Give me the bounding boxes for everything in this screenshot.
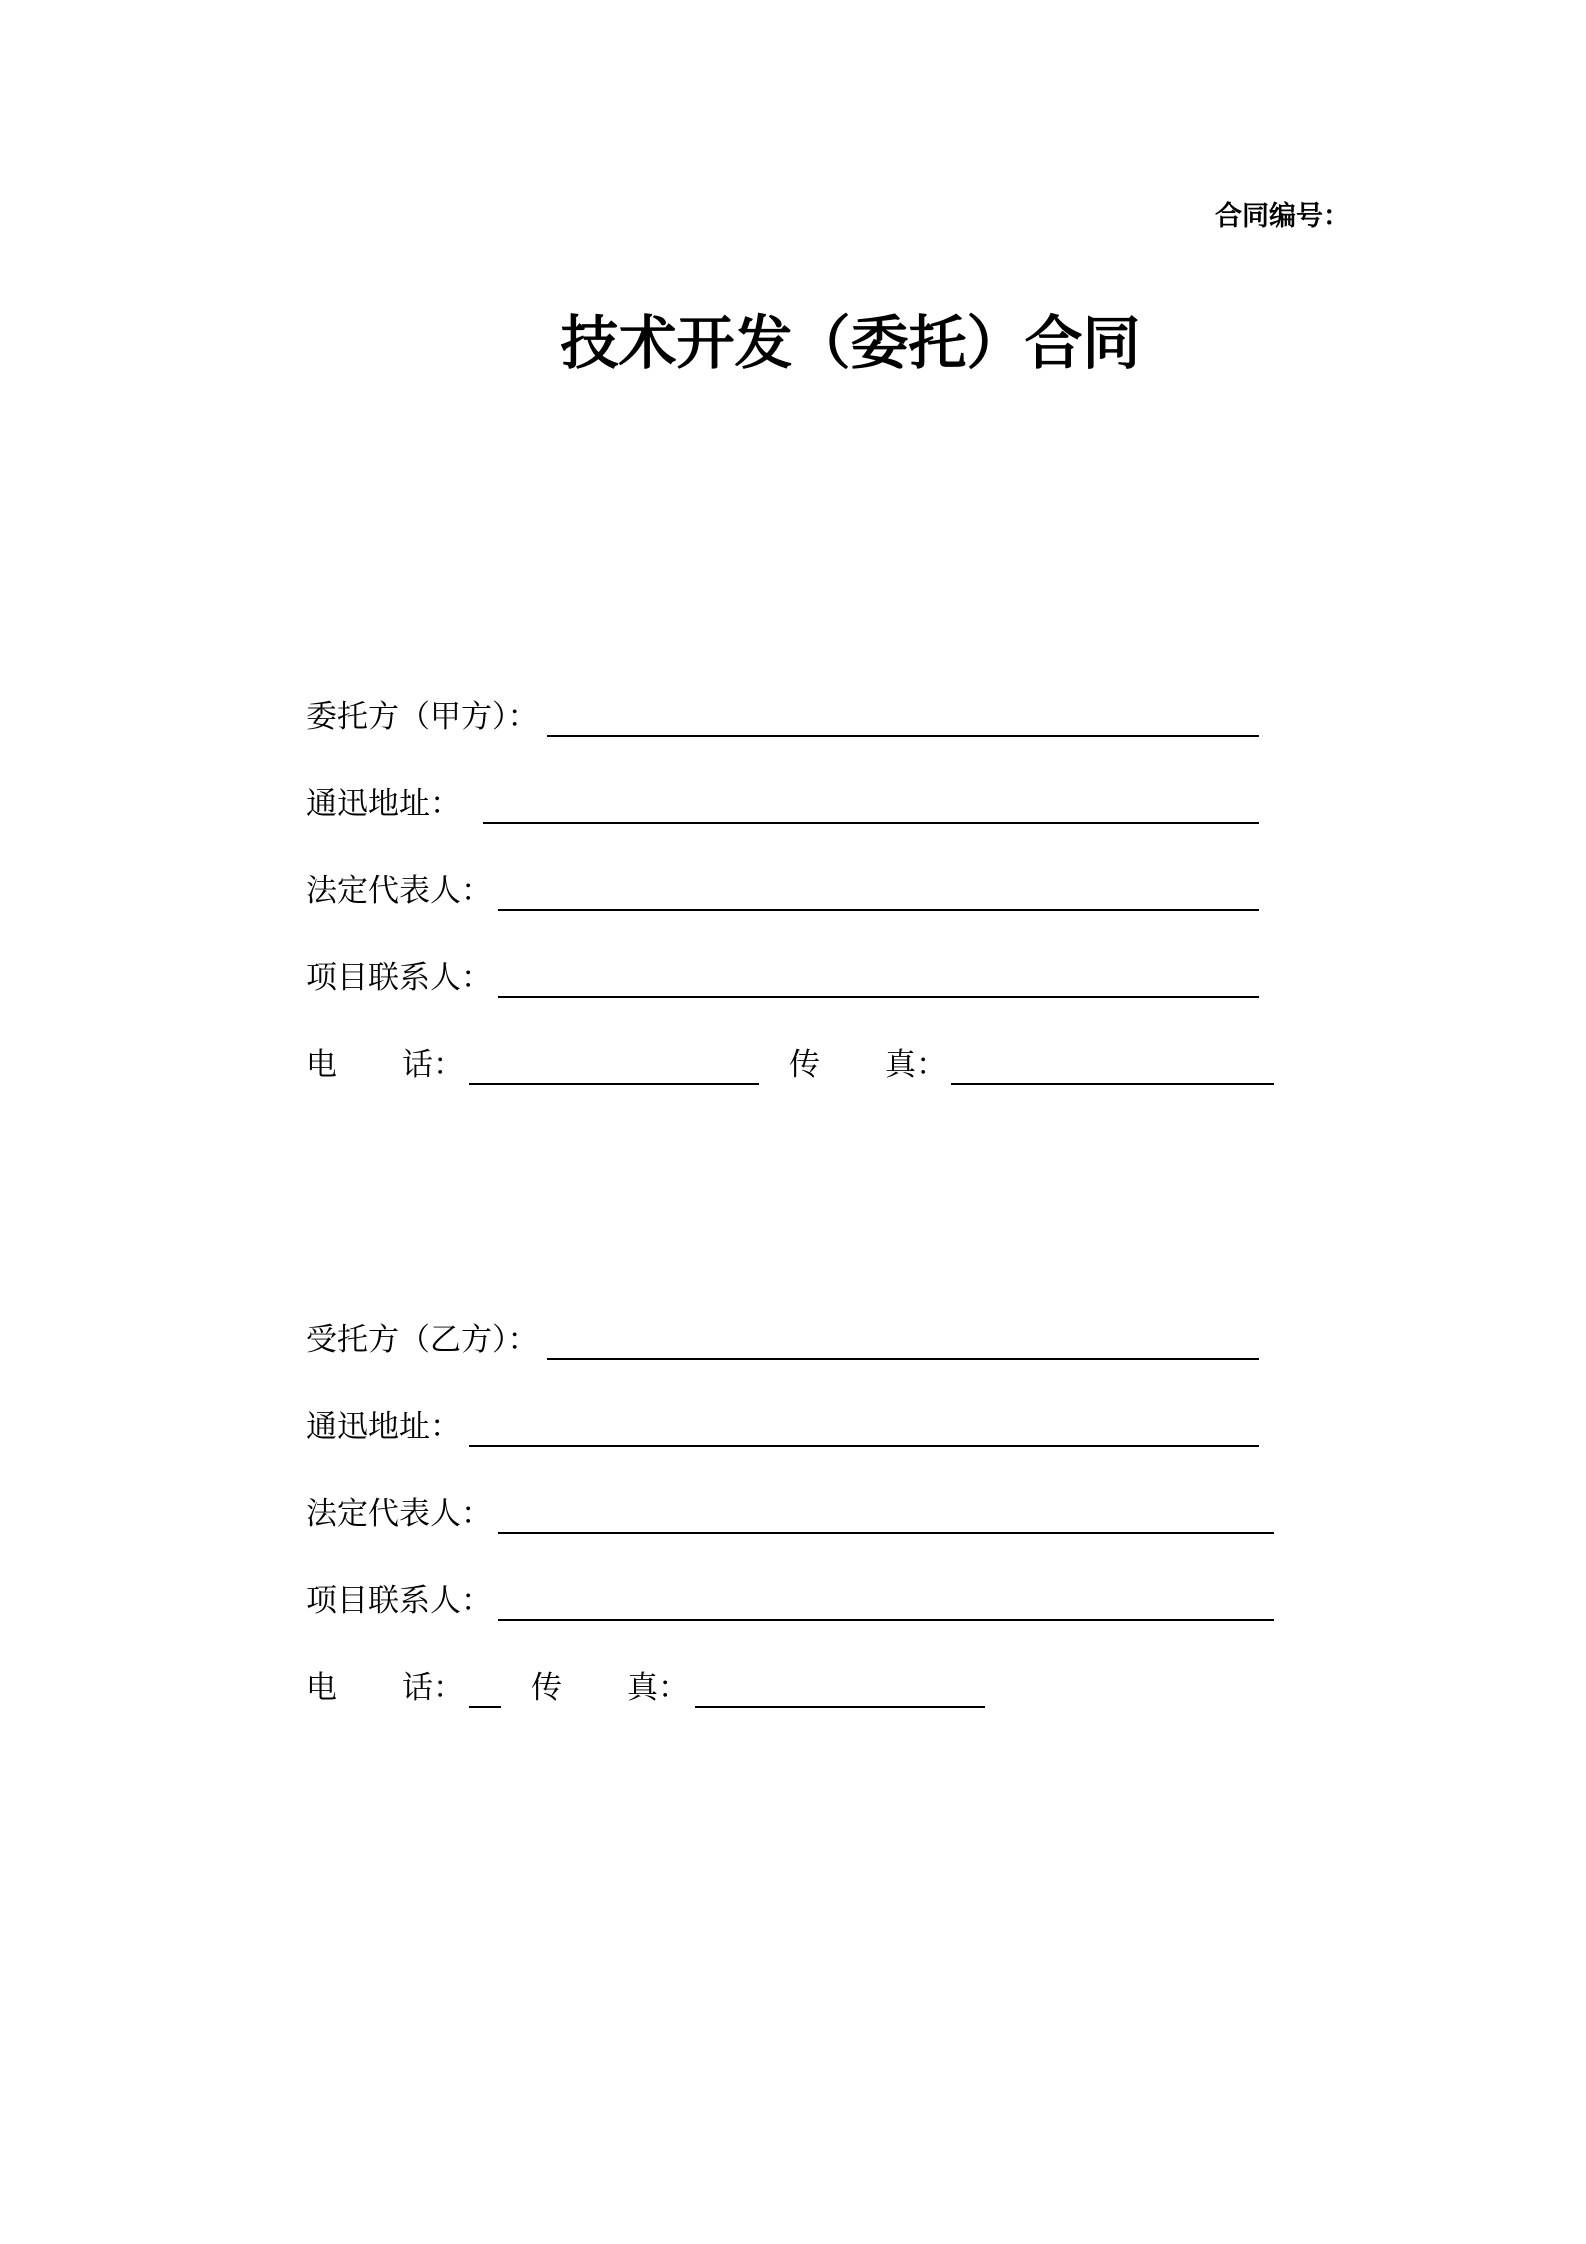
party-b-address-label: 通迅地址： <box>306 1409 461 1445</box>
party-b-phone-field[interactable] <box>469 1706 501 1708</box>
party-b-address-row <box>306 1407 1256 1447</box>
party-b-fax-field[interactable] <box>695 1706 985 1708</box>
party-a-phone-label-2: 话： <box>402 1047 464 1083</box>
party-a-fax-label-1: 传 <box>789 1047 820 1083</box>
party-b-name-field[interactable] <box>547 1358 1259 1360</box>
party-b-phone-label-2: 话： <box>402 1670 464 1706</box>
party-b-fax-label-1: 传 <box>531 1670 562 1706</box>
party-a-legal-rep-field[interactable] <box>498 909 1259 911</box>
party-a-phone-label-1: 电 <box>306 1047 337 1083</box>
party-a-name-field[interactable] <box>547 735 1259 737</box>
party-b-address-field[interactable] <box>469 1445 1259 1447</box>
party-a-address-label: 通迅地址： <box>306 786 461 822</box>
contract-number-label: 合同编号： <box>1215 201 1350 232</box>
party-b-legal-rep-label: 法定代表人： <box>306 1496 492 1532</box>
party-a-phone-field[interactable] <box>469 1083 759 1085</box>
party-a-contact-field[interactable] <box>498 996 1259 998</box>
party-b-legal-rep-row <box>306 1494 1306 1534</box>
party-a-name-label: 委托方（甲方）： <box>306 699 539 735</box>
party-a-legal-rep-label: 法定代表人： <box>306 873 492 909</box>
party-a-contact-row <box>306 958 1256 998</box>
party-b-fax-label-2: 真： <box>627 1670 689 1706</box>
party-b-contact-row <box>306 1581 1306 1621</box>
party-b-name-row <box>306 1320 1256 1360</box>
party-a-contact-label: 项目联系人： <box>306 960 492 996</box>
party-b-legal-rep-field[interactable] <box>498 1532 1274 1534</box>
party-a-address-row <box>306 784 1256 824</box>
party-b-contact-label: 项目联系人： <box>306 1583 492 1619</box>
party-b-name-label: 受托方（乙方）： <box>306 1322 539 1358</box>
party-a-fax-field[interactable] <box>951 1083 1274 1085</box>
party-b-phone-label-1: 电 <box>306 1670 337 1706</box>
party-a-name-row <box>306 697 1256 737</box>
party-b-contact-field[interactable] <box>498 1619 1274 1621</box>
party-b-phone-fax-row <box>306 1668 1006 1708</box>
party-a-legal-rep-row <box>306 871 1256 911</box>
party-a-address-field[interactable] <box>483 822 1259 824</box>
party-a-phone-fax-row <box>306 1045 1306 1085</box>
document-title: 技术开发（委托）合同 <box>560 309 1141 377</box>
party-a-fax-label-2: 真： <box>885 1047 947 1083</box>
